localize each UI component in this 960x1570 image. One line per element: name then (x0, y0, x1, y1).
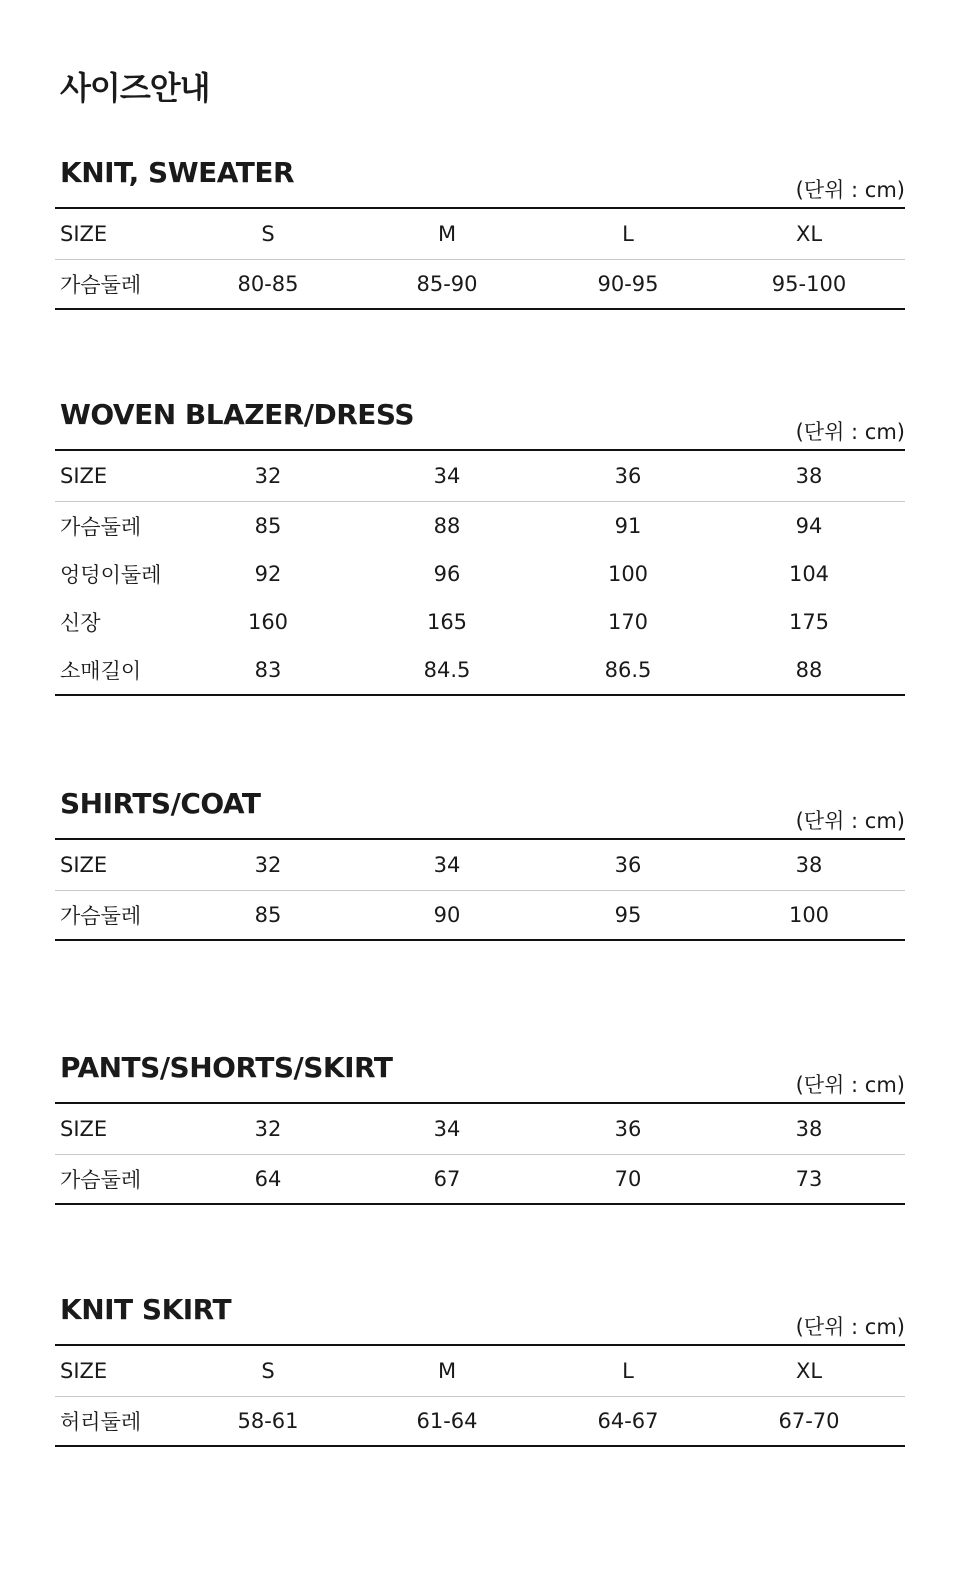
measurement-value: 100 (607, 562, 649, 586)
size-header-cell: S (185, 209, 351, 260)
size-header-cell: 36 (543, 451, 713, 502)
measurement-value: 84.5 (423, 658, 471, 682)
measurement-value: 64-67 (597, 1409, 659, 1433)
measurement-value: 165 (426, 610, 468, 634)
unit-note: (단위 : cm) (795, 1315, 905, 1339)
measurement-value: 85-90 (416, 272, 478, 296)
size-header-cell: M (351, 209, 543, 260)
unit-note: (단위 : cm) (795, 178, 905, 202)
size-header-cell: 34 (351, 840, 543, 891)
size-header-cell: 36 (543, 1104, 713, 1155)
size-table (55, 209, 905, 308)
size-header-label: SIZE (55, 1346, 185, 1397)
measurement-value: 86.5 (604, 658, 652, 682)
measurement-value: 67 (433, 1167, 461, 1191)
size-header-cell: 34 (351, 1104, 543, 1155)
size-header-label: SIZE (55, 1104, 185, 1155)
measurement-row (55, 550, 905, 598)
size-header-cell: L (543, 209, 713, 260)
size-header-row (55, 451, 905, 502)
size-header-cell: 38 (713, 1104, 905, 1155)
size-table (55, 1104, 905, 1203)
section-title: PANTS/SHORTS/SKIRT (60, 1051, 393, 1084)
measurement-value: 90 (433, 903, 461, 927)
measurement-row (55, 1155, 905, 1204)
measurement-value: 95 (614, 903, 642, 927)
size-header-cell: 32 (185, 451, 351, 502)
size-header-cell: M (351, 1346, 543, 1397)
section-title: KNIT, SWEATER (60, 156, 295, 189)
measurement-value: 73 (795, 1167, 823, 1191)
measurement-value: 92 (254, 562, 282, 586)
measurement-label: 엉덩이둘레 (60, 563, 162, 587)
size-table (55, 451, 905, 694)
measurement-value: 80-85 (237, 272, 299, 296)
measurement-label: 소매길이 (60, 659, 142, 683)
size-table-wrapper (55, 449, 905, 696)
page-title: 사이즈안내 (60, 69, 210, 107)
measurement-label: 허리둘레 (60, 1410, 142, 1434)
measurement-value: 170 (607, 610, 649, 634)
size-header-cell: 36 (543, 840, 713, 891)
measurement-value: 83 (254, 658, 282, 682)
measurement-label: 가슴둘레 (60, 1168, 142, 1192)
measurement-value: 88 (795, 658, 823, 682)
measurement-value: 104 (788, 562, 830, 586)
size-header-label: SIZE (55, 209, 185, 260)
measurement-label: 가슴둘레 (60, 273, 142, 297)
measurement-value: 85 (254, 903, 282, 927)
measurement-label: 가슴둘레 (60, 904, 142, 928)
measurement-row (55, 1397, 905, 1446)
size-header-cell: 34 (351, 451, 543, 502)
size-header-row (55, 840, 905, 891)
measurement-value: 88 (433, 514, 461, 538)
unit-note: (단위 : cm) (795, 1073, 905, 1097)
measurement-value: 91 (614, 514, 642, 538)
size-table-wrapper (55, 207, 905, 310)
section-title: KNIT SKIRT (60, 1293, 232, 1326)
size-header-label: SIZE (55, 840, 185, 891)
measurement-label: 가슴둘레 (60, 515, 142, 539)
measurement-value: 100 (788, 903, 830, 927)
measurement-value: 95-100 (771, 272, 847, 296)
section-title: WOVEN BLAZER/DRESS (60, 398, 414, 431)
size-table-wrapper (55, 838, 905, 941)
size-header-row (55, 209, 905, 260)
section-title: SHIRTS/COAT (60, 787, 261, 820)
size-table-wrapper (55, 1102, 905, 1205)
size-header-row (55, 1104, 905, 1155)
unit-note: (단위 : cm) (795, 809, 905, 833)
measurement-value: 85 (254, 514, 282, 538)
size-header-cell: 38 (713, 451, 905, 502)
size-header-cell: XL (713, 209, 905, 260)
size-header-cell: 32 (185, 840, 351, 891)
size-table (55, 840, 905, 939)
unit-note: (단위 : cm) (795, 420, 905, 444)
measurement-row (55, 891, 905, 940)
measurement-value: 94 (795, 514, 823, 538)
measurement-row (55, 646, 905, 694)
size-header-cell: 38 (713, 840, 905, 891)
size-header-row (55, 1346, 905, 1397)
measurement-value: 64 (254, 1167, 282, 1191)
measurement-value: 58-61 (237, 1409, 299, 1433)
size-table (55, 1346, 905, 1445)
measurement-row (55, 598, 905, 646)
measurement-label: 신장 (60, 611, 101, 635)
measurement-value: 70 (614, 1167, 642, 1191)
size-table-wrapper (55, 1344, 905, 1447)
size-header-cell: 32 (185, 1104, 351, 1155)
measurement-value: 96 (433, 562, 461, 586)
measurement-value: 90-95 (597, 272, 659, 296)
measurement-value: 61-64 (416, 1409, 478, 1433)
size-header-label: SIZE (55, 451, 185, 502)
measurement-value: 175 (788, 610, 830, 634)
size-header-cell: S (185, 1346, 351, 1397)
size-header-cell: XL (713, 1346, 905, 1397)
size-header-cell: L (543, 1346, 713, 1397)
measurement-row (55, 260, 905, 309)
measurement-value: 67-70 (778, 1409, 840, 1433)
measurement-row (55, 502, 905, 551)
measurement-value: 160 (247, 610, 289, 634)
